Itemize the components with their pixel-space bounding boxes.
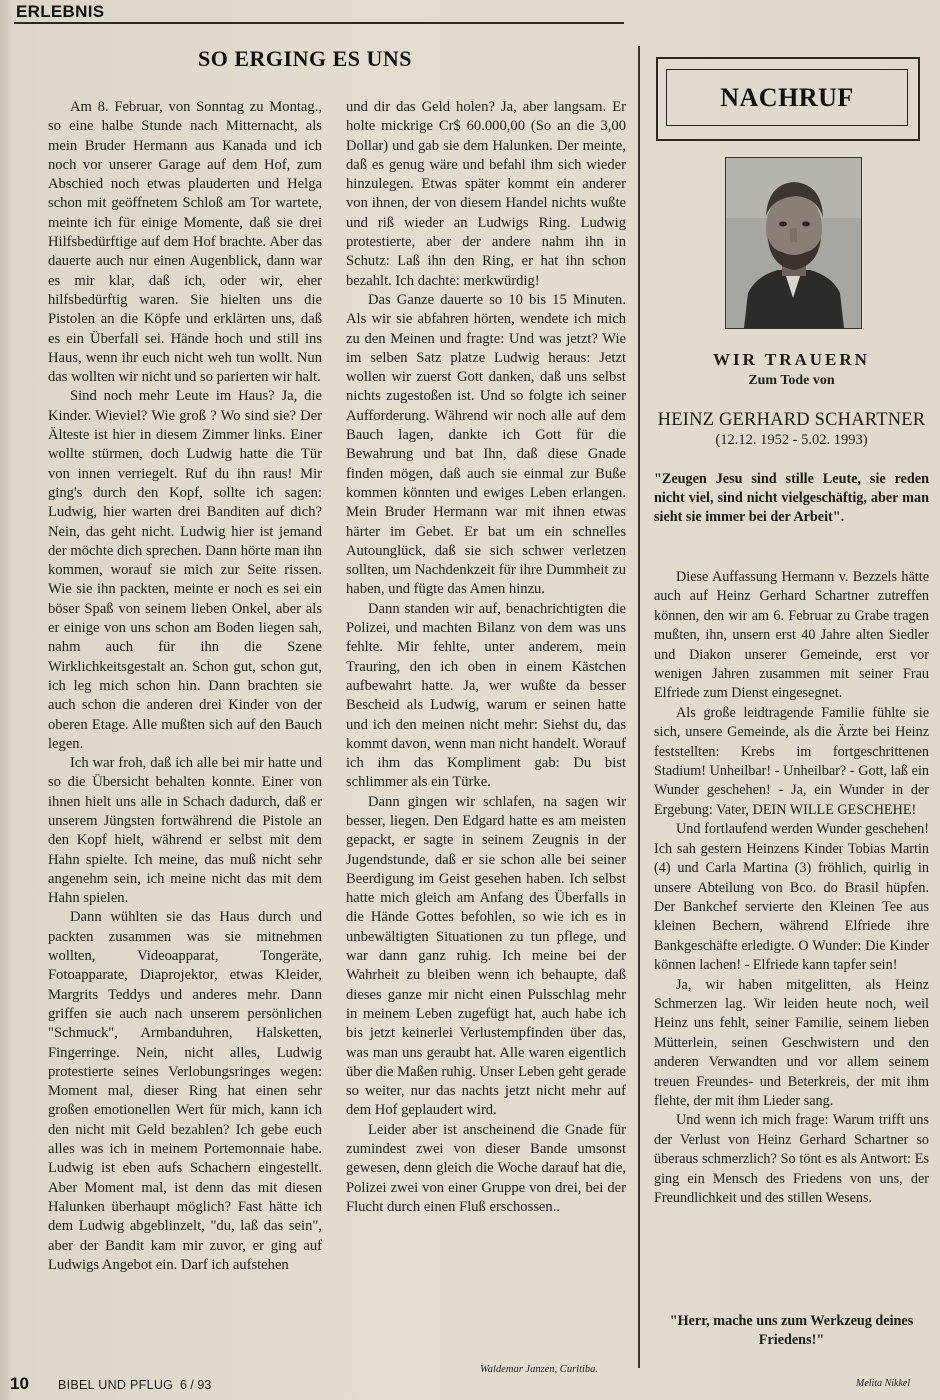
paragraph: Sind noch mehr Leute im Haus? Ja, die Kinder. Wieviel? Wie groß ? Wo sind sie? Der Älteste ist hier in diesem Zimmer links. Einer wollte stürmen, doch Ludwig hatte die Tür von innen verriegelt. Ruf du ihn raus! Mir ging's durch den Kopf, sollte ich sagen: Ludwig, hier warten drei Banditen auf dich? Nein, das geht nicht. Ludwig hier ist jemand der möchte dich sprechen. Dann hörte man ihn kommen, worauf sie mich zur Seite rissen. Wie sie ihn packten, meinte er noch es sei ein böser Spaß von seinem lieben Onkel, aber als er einige von uns schon am Boden liegen sah, nahm auch für ihn die Szene Wirklichkeitsgestalt an. Schon gut, schon gut, ich leg mich schon hin. Dann brachten sie auch schon die anderen drei Kinder von der oberen Etage. Alle mußten sich auf den Bauch legen. <box>48 388 322 752</box>
paragraph: Und fortlaufend werden Wunder geschehen! Ich sah gestern Heinzens Kinder Tobias Martin (4) und Carla Martina (3) fröhlich, quirlig in unsere Abteilung von Bco. do Brasil hüpfen. Der Bankchef servierte den Kleinen Tee aus kleinen Bechern, während Elfriede ihre Bankgeschäfte erledigte. O Wunder: Die Kinder können lachen! - Elfriede kann tapfer sein! <box>654 821 929 974</box>
paragraph: Diese Auffassung Hermann v. Bezzels hätte auch auf Heinz Gerhard Schartner zutreffen können, den wir am 6. Februar zu Grabe tragen mußten, ihn, unsern erst 40 Jahre alten Siedler und Diakon unserer Gemeinde, erst vor wenigen Jahren zusammen mit seiner Frau Elfriede zum Dienst eingesegnet. <box>654 569 929 702</box>
deceased-name: HEINZ GERHARD SCHARTNER <box>657 410 926 430</box>
article-column-1 <box>48 98 322 1275</box>
paragraph: Und wenn ich mich frage: Warum trifft uns der Verlust von Heinz Gerhard Schartner so überaus schmerzlich? So tönt es als Antwort: Es ging ein Mensch des Friedens von uns, der Freundlichkeit und des stillen Wesens. <box>654 1112 929 1206</box>
paragraph: Dann wühlten sie das Haus durch und packten zusammen was sie mitnehmen wollten, Videoapparat, Tongeräte, Fotoapparate, Diaprojektor, etwas Kleider, Margrits Teddys und anderes mehr. Dann griffen sie auch nach unserem persönlichen "Schmuck", Armbanduhren, Halsketten, Fingerringe. Nein, nicht alles, Ludwig protestierte seines Verlobungsringes wegen: Moment mal, dieser Ring hat einen sehr großen emotionellen Wert für mich, kann ich den nicht mit Geld bezahlen? Ich gebe euch alles was ich in meinem Portemonnaie habe. Ludwig ist eben aufs Schachern eingestellt. Aber Moment mal, ist denn das mit diesen Halunken überhaupt möglich? Fast hätte ich dem Ludwig abgeblinzelt, "du, laß das sein", aber der Bandit kam mir zuvor, er ging auf Ludwigs Angebot ein. Darf ich aufstehen <box>48 909 322 1273</box>
portrait-image <box>726 158 861 328</box>
column-divider <box>638 46 640 1368</box>
top-rule <box>14 22 624 24</box>
nachruf-title: NACHRUF <box>666 69 908 126</box>
nachruf-quote <box>654 470 929 527</box>
paragraph: Ja, wir haben mitgelitten, als Heinz Schmerzen lag. Wir leiden heute noch, weil Heinz uns fehlt, seiner Familie, seinem lieben Mütterlein, seinen Geschwistern und den anderen Verwandten und vor allem seinem treuen Freundes- und Beterkreis, der mit ihm flehte, der mit ihm Lieder sang. <box>654 976 929 1109</box>
paragraph: Leider aber ist anscheinend die Gnade für zumindest zwei von dieser Bande umsonst gewesen, denn gleich die Woche darauf hat die, Polizei zwei von einer Gruppe von drei, bei der Flucht durch einen Fluß erschossen.. <box>346 1121 626 1215</box>
portrait-photo <box>725 157 862 329</box>
issue-number: 6 / 93 <box>180 1378 212 1392</box>
paragraph: Dann standen wir auf, benachrichtigten die Polizei, und machten Bilanz von dem was uns fehlte. Mir fehlte, unter anderem, mein Trauring, den ich oben in einem Kästchen aufbewahrt hatte. Ja, wer wußte da besser Bescheid als Ludwig, warum er seinen hatte und ich den meinen nicht mehr: Siehst du, das kommt davon, wenn man nicht handelt. Worauf ich ihm das Kompliment gab: Du bist schlimmer als ein Türke. <box>346 600 626 791</box>
paragraph: und dir das Geld holen? Ja, aber langsam. Er holte mickrige Cr$ 60.000,00 (So an die 3,00 Dollar) und gab sie dem Halunken. Der meinte, daß es genug wäre und befahl ihm sich wieder hinzulegen. Etwas später kommt ein anderer von ihnen, der von diesem Handel nichts wußte und riß wieder an Ludwigs Ring. Ludwig protestierte, aber der andere nahm ihn in Schutz: Laß ihn den Ring, er hat ihn schon bezahlt. Ich dachte: merkwürdig! <box>346 99 626 289</box>
life-dates: (12.12. 1952 - 5.02. 1993) <box>715 432 868 448</box>
nachruf-subheading: Zum Tode von <box>748 373 835 388</box>
article-column-2 <box>346 98 626 1217</box>
paragraph: Als große leidtragende Familie fühlte sie sich, unsere Gemeinde, als die Ärzte bei Heinz feststellten: Krebs im fortgeschrittenen Stadium! Unheilbar! - Unheilbar? - Gott, laß ein Wunder geschehen! - Ja, ein Wunder in der Ergebung: Vater, DEIN WILLE GESCHEHE! <box>654 704 929 818</box>
paragraph: Am 8. Februar, von Sonntag zu Montag., so eine halbe Stunde nach Mitternacht, als mein Bruder Hermann aus Kanada und ich noch vor unserer Garage auf dem Hof, zum Abschied noch etwas plauderten und Helga schon mit geöffnetem Schloß am Tor wartete, meinte ich für einige Momente, daß sie drei Hilfsbedürftige auf dem Hof brachte. Aber das dauerte auch nur einen Augenblick, dann war es mir klar, daß ich, oder wir, eher hilfsbedürftig waren. Sie hielten uns die Pistolen an die Köpfe und erklärten uns, daß es ein Überfall sei. Hände hoch und still ins Haus, wenn ihr euch nicht weh tun wollt. Nun das wollten wir nicht und so parierten wir halt. <box>48 99 322 386</box>
quote-text: "Zeugen Jesu sind stille Leute, sie reden nicht viel, sind nicht vielgeschäftig, aber man sieht sie immer bei der Arbeit". <box>654 471 929 525</box>
section-label: ERLEBNIS <box>16 2 105 21</box>
article-signature: Waldemar Janzen, Curitiba. <box>480 1364 599 1375</box>
paragraph: Das Ganze dauerte so 10 bis 15 Minuten. Als wir sie abfahren hörten, wendete ich mich zu den Meinen und fragte: Und was jetzt? Wie im selben Satz platze Ludwig heraus: Jetzt wollen wir zuerst Gott danken, daß uns selbst nichts zugestoßen ist. Und so folgte ich seiner Aufforderung. Während wir noch alle auf dem Bauch lagen, dankte ich Gott für die Bewahrung und bat Ihn, daß diese Gnade finden mögen, daß auch sie einmal zur Buße kommen könnten und ewiges Leben erlangen. Mein Bruder Hermann war mit ihnen etwas härter im Gebet. Er bat um ein schnelles Autounglück, daß sie sich schwer verletzen sollten, um Nachdenkzeit für ihre Dummheit zu haben, und fügte das Amen hinzu. <box>346 291 626 598</box>
paragraph: Ich war froh, daß ich alle bei mir hatte und so die Übersicht behalten konnte. Einer von ihnen hielt uns alle in Schach dadurch, daß er unserem Jüngsten fortwährend die Pistole an den Kopf hielt, während er selbst mit dem Hahn spielte. Ich meine, das muß nicht sehr angenehm sein, ich meine nicht das mit dem Hahn spielen. <box>48 755 322 907</box>
page-number: 10 <box>10 1374 29 1393</box>
nachruf-closing: "Herr, mache uns zum Werkzeug deines Friedens!" <box>669 1313 914 1348</box>
nachruf-body <box>654 568 929 1208</box>
paragraph: Dann gingen wir schlafen, na sagen wir besser, liegen. Den Edgard hatte es am meisten gepackt, er sagte in seinem Zeugnis in der Jugendstunde, daß er sie schon alle bei seiner Beerdigung im Geist gesehen haben. Ich selbst hatte mich gleich am Anfang des Überfalls in die Hände Gottes befohlen, so wie ich es in unbewältigten Situationen zu tun pflege, und war dann ganz ruhig. Ich meine bei der Wahrheit zu bleiben wenn ich behaupte, daß dieses ganze mir nicht einen Pulsschlag mehr in meinem Leben zugefügt hat, auch habe ich bis jetzt keinerlei Verlustempfinden über das, was man uns geraubt hat. Alle waren eigentlich über die Maßen ruhig. Unser Leben geht gerade so weiter, nur das nachts jetzt nicht mehr auf dem Hof geplaudert wird. <box>346 793 626 1119</box>
nachruf-heading: WIR TRAUERN <box>713 350 870 369</box>
nachruf-author: Melita Nikkel <box>856 1378 911 1389</box>
article-title: SO ERGING ES UNS <box>197 46 412 71</box>
nachruf-box <box>656 57 920 141</box>
magazine-name: BIBEL UND PFLUG <box>58 1378 174 1392</box>
